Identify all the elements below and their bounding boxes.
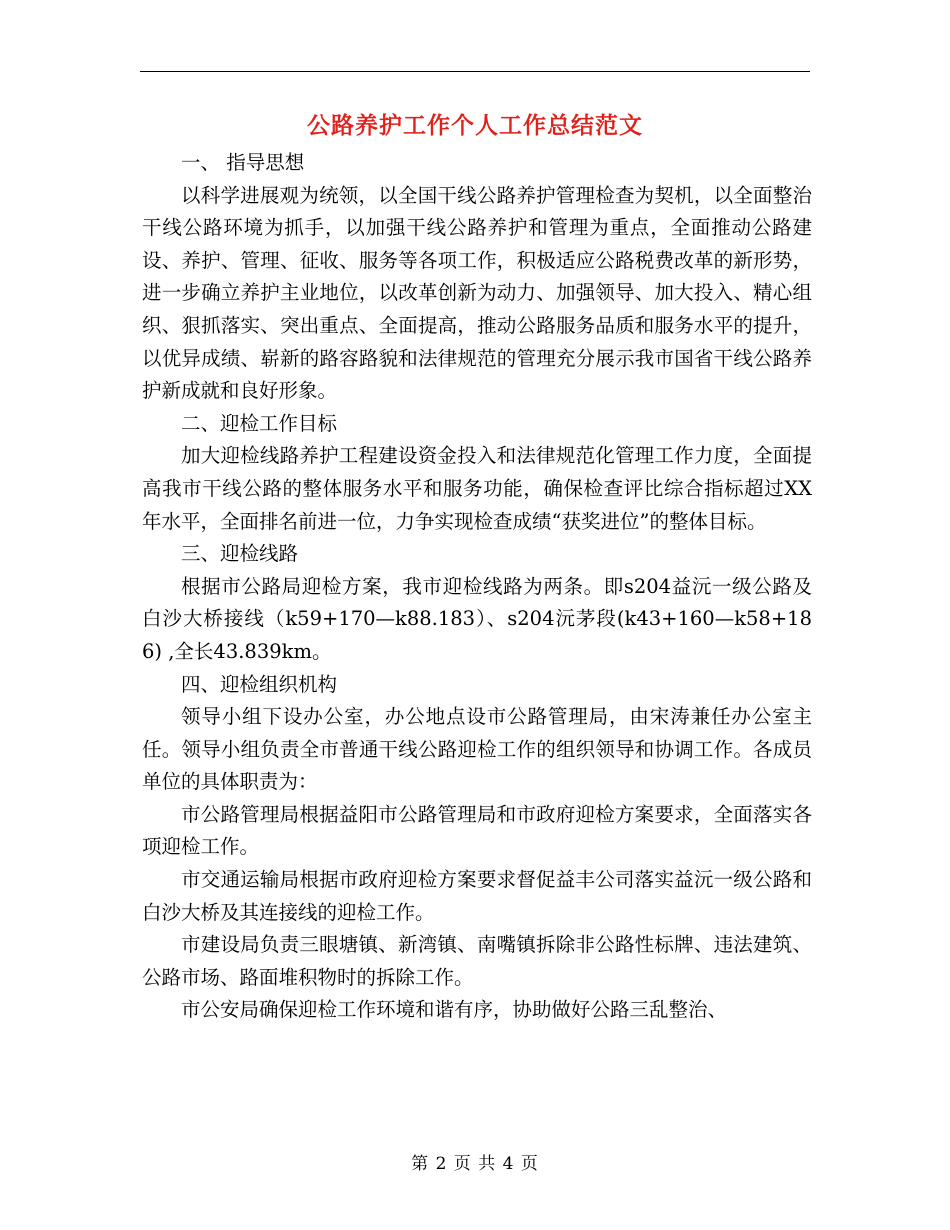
document-body bbox=[142, 147, 812, 1027]
paragraph: 市交通运输局根据市政府迎检方案要求督促益丰公司落实益沅一级公路和白沙大桥及其连接线的迎检工作。 bbox=[142, 868, 812, 924]
paragraph: 市建设局负责三眼塘镇、新湾镇、南嘴镇拆除非公路性标牌、违法建筑、公路市场、路面堆积物时的拆除工作。 bbox=[142, 933, 812, 989]
document-title: 公路养护工作个人工作总结范文 bbox=[307, 112, 643, 139]
paragraph: 以科学进展观为统领，以全国干线公路养护管理检查为契机，以全面整治干线公路环境为抓手，以加强干线公路养护和管理为重点，全面推动公路建设、养护、管理、征收、服务等各项工作，积极适应公路税费改革的新形势，进一步确立养护主业地位，以改革创新为动力、加强领导、加大投入、精心组织、狠抓落实、突出重点、全面提高，推动公路服务品质和服务水平的提升，以优异成绩、崭新的路容路貌和法律规范的管理充分展示我市国省干线公路养护新成就和良好形象。 bbox=[142, 183, 812, 403]
paragraph: 根据市公路局迎检方案，我市迎检线路为两条。即s204益沅一级公路及白沙大桥接线（k59+170—k88.183）、s204沅茅段(k43+160—k58+186) ,全长43.839km。 bbox=[142, 574, 812, 663]
section-heading-organization: 四、迎检组织机构 bbox=[181, 672, 338, 696]
paragraph: 市公安局确保迎检工作环境和谐有序，协助做好公路三乱整治、 bbox=[181, 998, 728, 1022]
section-heading-guiding-ideology: 一、 指导思想 bbox=[181, 151, 305, 174]
paragraph: 市公路管理局根据益阳市公路管理局和市政府迎检方案要求，全面落实各项迎检工作。 bbox=[142, 802, 812, 859]
section-heading-inspection-goals: 二、迎检工作目标 bbox=[181, 411, 338, 435]
section-heading-inspection-routes: 三、迎检线路 bbox=[181, 542, 299, 566]
paragraph: 领导小组下设办公室，办公地点设市公路管理局，由宋涛兼任办公室主任。领导小组负责全市普通干线公路迎检工作的组织领导和协调工作。各成员单位的具体职责为： bbox=[142, 705, 812, 794]
header-rule bbox=[140, 71, 810, 72]
page-number-footer: 第 2 页 共 4 页 bbox=[411, 1154, 539, 1174]
paragraph: 加大迎检线路养护工程建设资金投入和法律规范化管理工作力度，全面提高我市干线公路的整体服务水平和服务功能，确保检查评比综合指标超过XX年水平，全面排名前进一位，力争实现检查成绩“获奖进位”的整体目标。 bbox=[142, 444, 812, 533]
